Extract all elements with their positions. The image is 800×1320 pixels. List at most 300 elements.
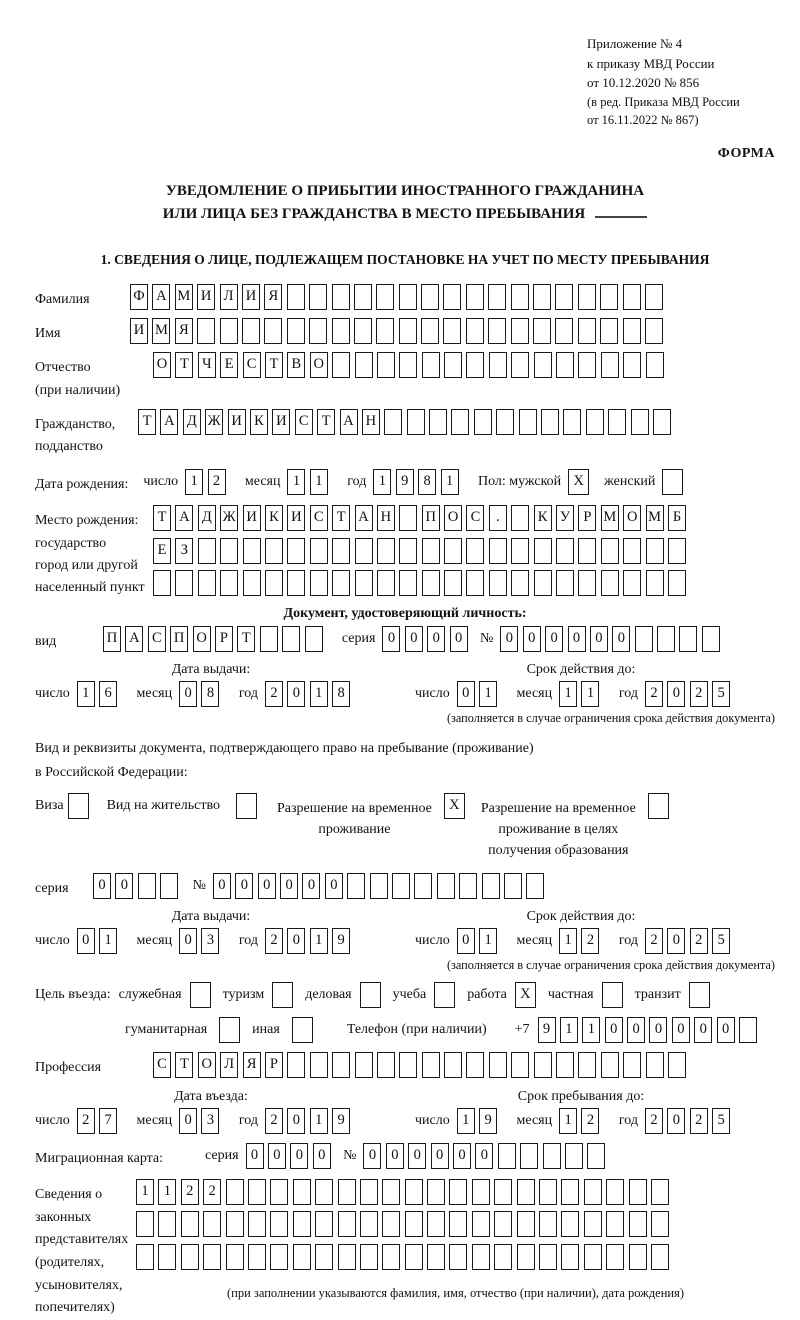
char-cell[interactable] [377,570,395,596]
char-cell[interactable]: 0 [268,1143,286,1169]
char-cell[interactable] [646,1052,664,1078]
char-cell[interactable]: А [125,626,143,652]
char-cell[interactable] [556,1052,574,1078]
char-cell[interactable]: 1 [559,1108,577,1134]
char-cell[interactable] [511,505,529,531]
char-cell[interactable] [601,538,619,564]
char-cell[interactable] [517,1211,535,1237]
char-cell[interactable] [472,1179,490,1205]
char-cell[interactable] [565,1143,583,1169]
char-cell[interactable] [226,1179,244,1205]
char-cell[interactable]: 1 [77,681,95,707]
char-cell[interactable] [354,284,372,310]
char-cell[interactable] [399,318,417,344]
char-cell[interactable] [451,409,469,435]
purpose-work-checkbox[interactable]: X [515,982,536,1008]
char-cell[interactable] [405,1244,423,1270]
char-cell[interactable] [315,1211,333,1237]
char-cell[interactable]: 0 [386,1143,404,1169]
char-cell[interactable] [556,570,574,596]
char-cell[interactable] [338,1179,356,1205]
char-cell[interactable]: 2 [77,1108,95,1134]
char-cell[interactable] [376,284,394,310]
char-cell[interactable] [270,1179,288,1205]
char-cell[interactable] [623,538,641,564]
char-cell[interactable] [332,318,350,344]
char-cell[interactable] [449,1244,467,1270]
char-cell[interactable] [399,505,417,531]
char-cell[interactable] [287,1052,305,1078]
char-cell[interactable] [601,352,619,378]
char-cell[interactable]: С [243,352,261,378]
char-cell[interactable]: А [152,284,170,310]
char-cell[interactable] [472,1211,490,1237]
char-cell[interactable]: 7 [99,1108,117,1134]
char-cell[interactable]: И [130,318,148,344]
char-cell[interactable] [287,570,305,596]
char-cell[interactable] [264,318,282,344]
char-cell[interactable]: 2 [581,1108,599,1134]
char-cell[interactable] [198,570,216,596]
char-cell[interactable] [555,318,573,344]
char-cell[interactable]: М [152,318,170,344]
char-cell[interactable]: А [160,409,178,435]
char-cell[interactable] [287,318,305,344]
char-cell[interactable] [600,284,618,310]
char-cell[interactable]: С [310,505,328,531]
char-cell[interactable]: 0 [667,928,685,954]
char-cell[interactable] [293,1179,311,1205]
char-cell[interactable] [153,570,171,596]
char-cell[interactable]: К [265,505,283,531]
char-cell[interactable] [606,1244,624,1270]
char-cell[interactable]: 2 [265,928,283,954]
char-cell[interactable]: 0 [77,928,95,954]
char-cell[interactable]: 1 [287,469,305,495]
temp-permit-checkbox[interactable]: X [444,793,465,819]
char-cell[interactable] [466,352,484,378]
char-cell[interactable]: 1 [581,681,599,707]
char-cell[interactable]: И [272,409,290,435]
char-cell[interactable] [407,409,425,435]
char-cell[interactable] [668,1052,686,1078]
char-cell[interactable]: 2 [690,1108,708,1134]
char-cell[interactable]: И [243,505,261,531]
char-cell[interactable]: 1 [479,681,497,707]
char-cell[interactable]: У [556,505,574,531]
char-cell[interactable] [578,352,596,378]
char-cell[interactable]: 0 [627,1017,645,1043]
char-cell[interactable] [504,873,522,899]
purpose-tourism-checkbox[interactable] [272,982,293,1008]
char-cell[interactable] [629,1179,647,1205]
char-cell[interactable] [534,538,552,564]
char-cell[interactable] [422,538,440,564]
char-cell[interactable]: 2 [581,928,599,954]
char-cell[interactable]: И [242,284,260,310]
char-cell[interactable] [651,1211,669,1237]
char-cell[interactable] [466,284,484,310]
char-cell[interactable] [449,1179,467,1205]
char-cell[interactable] [623,570,641,596]
char-cell[interactable]: И [287,505,305,531]
char-cell[interactable]: 2 [181,1179,199,1205]
char-cell[interactable]: 2 [645,928,663,954]
char-cell[interactable] [220,538,238,564]
char-cell[interactable]: 0 [287,681,305,707]
char-cell[interactable]: 0 [427,626,445,652]
char-cell[interactable] [355,570,373,596]
char-cell[interactable]: 6 [99,681,117,707]
char-cell[interactable] [517,1244,535,1270]
char-cell[interactable]: П [422,505,440,531]
char-cell[interactable] [437,873,455,899]
char-cell[interactable]: Ж [205,409,223,435]
char-cell[interactable] [584,1244,602,1270]
char-cell[interactable] [220,570,238,596]
char-cell[interactable] [282,626,300,652]
char-cell[interactable]: О [623,505,641,531]
char-cell[interactable] [444,570,462,596]
char-cell[interactable]: 0 [325,873,343,899]
char-cell[interactable]: Т [138,409,156,435]
char-cell[interactable] [482,873,500,899]
char-cell[interactable]: 0 [235,873,253,899]
char-cell[interactable]: 0 [717,1017,735,1043]
char-cell[interactable] [494,1179,512,1205]
char-cell[interactable]: 9 [479,1108,497,1134]
char-cell[interactable]: А [355,505,373,531]
char-cell[interactable] [651,1179,669,1205]
char-cell[interactable] [657,626,675,652]
char-cell[interactable] [578,318,596,344]
char-cell[interactable]: 1 [373,469,391,495]
char-cell[interactable]: 1 [158,1179,176,1205]
char-cell[interactable] [466,538,484,564]
char-cell[interactable] [377,538,395,564]
char-cell[interactable] [414,873,432,899]
visa-checkbox[interactable] [68,793,89,819]
char-cell[interactable]: Т [317,409,335,435]
char-cell[interactable]: 1 [310,469,328,495]
char-cell[interactable]: Т [175,352,193,378]
char-cell[interactable]: Б [668,505,686,531]
char-cell[interactable]: Р [215,626,233,652]
char-cell[interactable]: Ч [198,352,216,378]
char-cell[interactable] [444,352,462,378]
char-cell[interactable] [520,1143,538,1169]
char-cell[interactable] [494,1244,512,1270]
char-cell[interactable] [511,352,529,378]
char-cell[interactable] [631,409,649,435]
char-cell[interactable]: 0 [457,928,475,954]
char-cell[interactable] [310,570,328,596]
char-cell[interactable] [243,570,261,596]
char-cell[interactable] [265,570,283,596]
char-cell[interactable]: 9 [332,1108,350,1134]
char-cell[interactable] [370,873,388,899]
char-cell[interactable]: 0 [667,681,685,707]
char-cell[interactable] [646,352,664,378]
char-cell[interactable]: 0 [93,873,111,899]
char-cell[interactable]: 0 [408,1143,426,1169]
char-cell[interactable]: К [250,409,268,435]
char-cell[interactable] [203,1211,221,1237]
char-cell[interactable] [443,284,461,310]
char-cell[interactable] [429,409,447,435]
char-cell[interactable] [489,352,507,378]
char-cell[interactable] [421,284,439,310]
char-cell[interactable]: 0 [649,1017,667,1043]
char-cell[interactable]: 0 [280,873,298,899]
char-cell[interactable] [561,1179,579,1205]
char-cell[interactable]: М [175,284,193,310]
char-cell[interactable] [226,1211,244,1237]
char-cell[interactable]: Н [377,505,395,531]
char-cell[interactable] [563,409,581,435]
char-cell[interactable] [203,1244,221,1270]
char-cell[interactable] [332,1052,350,1078]
char-cell[interactable] [443,318,461,344]
purpose-private-checkbox[interactable] [602,982,623,1008]
char-cell[interactable] [332,538,350,564]
char-cell[interactable]: 1 [310,681,328,707]
char-cell[interactable] [338,1244,356,1270]
char-cell[interactable] [534,1052,552,1078]
char-cell[interactable]: 0 [453,1143,471,1169]
char-cell[interactable]: Т [237,626,255,652]
char-cell[interactable]: 1 [441,469,459,495]
char-cell[interactable] [488,284,506,310]
sex-female-checkbox[interactable] [662,469,683,495]
char-cell[interactable] [270,1211,288,1237]
char-cell[interactable] [355,352,373,378]
char-cell[interactable] [459,873,477,899]
char-cell[interactable] [175,570,193,596]
char-cell[interactable] [360,1244,378,1270]
char-cell[interactable] [399,1052,417,1078]
char-cell[interactable] [539,1179,557,1205]
char-cell[interactable] [511,284,529,310]
char-cell[interactable]: 0 [287,1108,305,1134]
char-cell[interactable] [489,570,507,596]
char-cell[interactable] [679,626,697,652]
char-cell[interactable]: 0 [258,873,276,899]
char-cell[interactable] [360,1179,378,1205]
char-cell[interactable] [305,626,323,652]
char-cell[interactable] [382,1179,400,1205]
char-cell[interactable] [651,1244,669,1270]
char-cell[interactable] [293,1211,311,1237]
char-cell[interactable] [474,409,492,435]
char-cell[interactable] [472,1244,490,1270]
char-cell[interactable] [347,873,365,899]
char-cell[interactable] [421,318,439,344]
char-cell[interactable]: . [489,505,507,531]
char-cell[interactable] [377,352,395,378]
char-cell[interactable] [466,570,484,596]
char-cell[interactable]: 0 [313,1143,331,1169]
char-cell[interactable] [653,409,671,435]
char-cell[interactable] [354,318,372,344]
char-cell[interactable] [578,1052,596,1078]
char-cell[interactable] [444,538,462,564]
char-cell[interactable] [138,873,156,899]
char-cell[interactable] [539,1211,557,1237]
char-cell[interactable]: 0 [672,1017,690,1043]
char-cell[interactable] [646,570,664,596]
char-cell[interactable]: 0 [612,626,630,652]
char-cell[interactable] [646,538,664,564]
char-cell[interactable]: 5 [712,928,730,954]
char-cell[interactable] [197,318,215,344]
char-cell[interactable]: 1 [479,928,497,954]
char-cell[interactable]: 2 [203,1179,221,1205]
char-cell[interactable] [623,352,641,378]
char-cell[interactable] [606,1211,624,1237]
char-cell[interactable] [702,626,720,652]
char-cell[interactable]: 0 [457,681,475,707]
char-cell[interactable]: Ф [130,284,148,310]
char-cell[interactable]: 0 [568,626,586,652]
char-cell[interactable]: Т [332,505,350,531]
char-cell[interactable]: 0 [363,1143,381,1169]
char-cell[interactable]: 0 [694,1017,712,1043]
purpose-other-checkbox[interactable] [292,1017,313,1043]
char-cell[interactable]: 0 [405,626,423,652]
char-cell[interactable]: Т [265,352,283,378]
char-cell[interactable]: 9 [332,928,350,954]
char-cell[interactable]: 5 [712,681,730,707]
char-cell[interactable]: И [228,409,246,435]
char-cell[interactable] [466,1052,484,1078]
char-cell[interactable] [405,1179,423,1205]
char-cell[interactable]: 8 [332,681,350,707]
char-cell[interactable]: Д [198,505,216,531]
char-cell[interactable]: Т [175,1052,193,1078]
char-cell[interactable]: Л [220,284,238,310]
char-cell[interactable] [584,1211,602,1237]
char-cell[interactable] [561,1211,579,1237]
char-cell[interactable] [160,873,178,899]
char-cell[interactable] [587,1143,605,1169]
char-cell[interactable] [511,538,529,564]
char-cell[interactable]: 0 [115,873,133,899]
char-cell[interactable]: 2 [690,681,708,707]
char-cell[interactable]: М [601,505,619,531]
char-cell[interactable] [399,352,417,378]
char-cell[interactable] [248,1179,266,1205]
char-cell[interactable]: 1 [99,928,117,954]
char-cell[interactable] [181,1211,199,1237]
char-cell[interactable]: 2 [690,928,708,954]
char-cell[interactable]: А [175,505,193,531]
char-cell[interactable] [399,570,417,596]
char-cell[interactable]: Р [578,505,596,531]
char-cell[interactable] [584,1179,602,1205]
char-cell[interactable] [629,1244,647,1270]
char-cell[interactable] [315,1244,333,1270]
char-cell[interactable] [293,1244,311,1270]
char-cell[interactable] [489,538,507,564]
char-cell[interactable]: В [287,352,305,378]
char-cell[interactable]: Р [265,1052,283,1078]
char-cell[interactable]: 0 [179,928,197,954]
char-cell[interactable]: С [148,626,166,652]
char-cell[interactable]: Ж [220,505,238,531]
char-cell[interactable]: 0 [450,626,468,652]
char-cell[interactable] [578,570,596,596]
char-cell[interactable] [332,570,350,596]
char-cell[interactable] [623,318,641,344]
char-cell[interactable]: 1 [559,681,577,707]
char-cell[interactable]: И [197,284,215,310]
char-cell[interactable] [539,1244,557,1270]
char-cell[interactable] [556,538,574,564]
char-cell[interactable] [220,318,238,344]
char-cell[interactable] [498,1143,516,1169]
char-cell[interactable] [427,1211,445,1237]
char-cell[interactable]: 1 [582,1017,600,1043]
char-cell[interactable]: С [466,505,484,531]
char-cell[interactable]: 0 [179,681,197,707]
char-cell[interactable] [136,1244,154,1270]
char-cell[interactable] [332,284,350,310]
char-cell[interactable] [517,1179,535,1205]
char-cell[interactable] [561,1244,579,1270]
char-cell[interactable] [601,1052,619,1078]
char-cell[interactable]: 0 [545,626,563,652]
char-cell[interactable] [541,409,559,435]
char-cell[interactable] [578,284,596,310]
edu-permit-checkbox[interactable] [648,793,669,819]
char-cell[interactable] [489,1052,507,1078]
char-cell[interactable] [511,570,529,596]
char-cell[interactable] [392,873,410,899]
purpose-transit-checkbox[interactable] [689,982,710,1008]
char-cell[interactable] [377,1052,395,1078]
char-cell[interactable]: А [340,409,358,435]
char-cell[interactable] [260,626,278,652]
char-cell[interactable] [449,1211,467,1237]
char-cell[interactable]: С [295,409,313,435]
char-cell[interactable]: 2 [645,1108,663,1134]
char-cell[interactable]: П [103,626,121,652]
char-cell[interactable] [382,1211,400,1237]
char-cell[interactable] [315,1179,333,1205]
char-cell[interactable] [399,538,417,564]
char-cell[interactable] [226,1244,244,1270]
char-cell[interactable]: 1 [136,1179,154,1205]
char-cell[interactable] [427,1244,445,1270]
char-cell[interactable]: 0 [382,626,400,652]
char-cell[interactable] [668,538,686,564]
char-cell[interactable]: 8 [418,469,436,495]
char-cell[interactable] [629,1211,647,1237]
char-cell[interactable]: 0 [500,626,518,652]
char-cell[interactable]: 0 [431,1143,449,1169]
char-cell[interactable]: 0 [523,626,541,652]
char-cell[interactable] [248,1244,266,1270]
char-cell[interactable]: Л [220,1052,238,1078]
char-cell[interactable] [533,284,551,310]
char-cell[interactable]: О [310,352,328,378]
char-cell[interactable]: 0 [302,873,320,899]
char-cell[interactable] [248,1211,266,1237]
char-cell[interactable]: 2 [645,681,663,707]
char-cell[interactable]: 2 [208,469,226,495]
char-cell[interactable] [382,1244,400,1270]
